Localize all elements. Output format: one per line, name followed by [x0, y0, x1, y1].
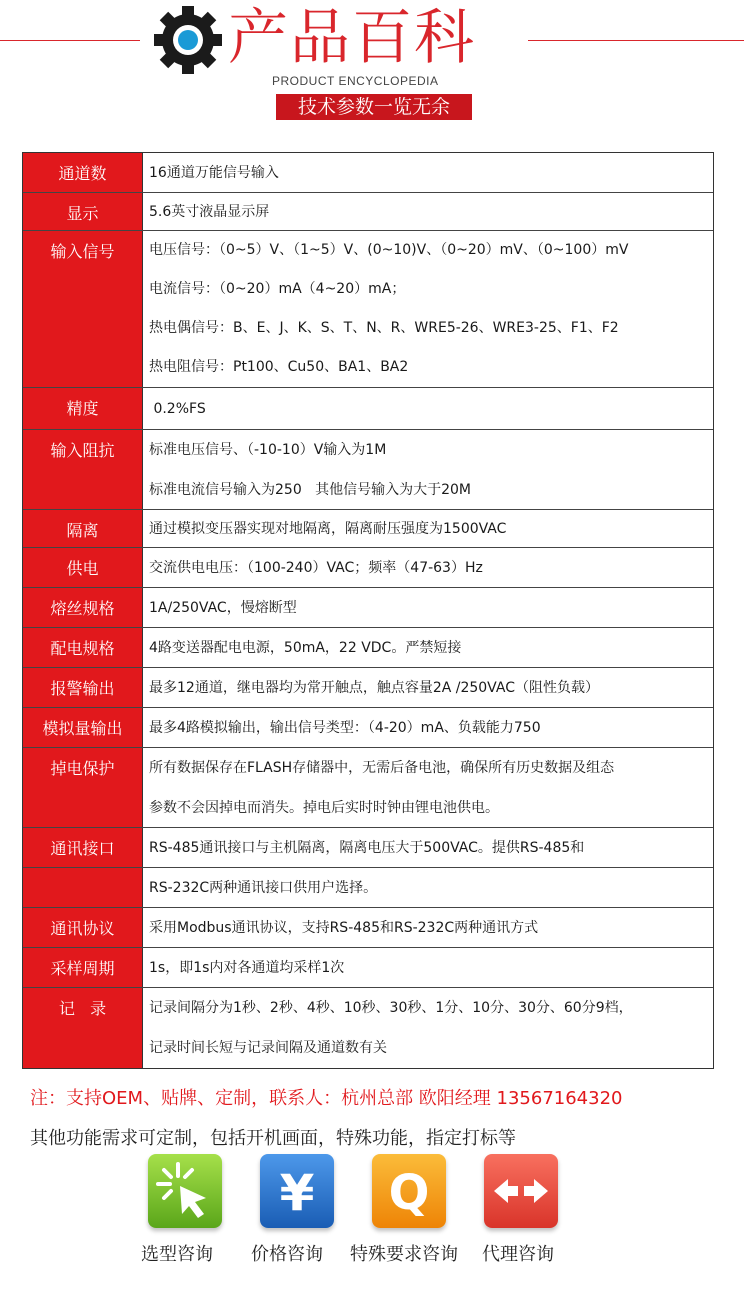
- spec-value: [143, 510, 713, 547]
- double-arrow-icon: [484, 1154, 558, 1228]
- svg-text:¥: ¥: [279, 1164, 315, 1222]
- spec-value: [143, 231, 713, 387]
- spec-label: 采样周期: [23, 948, 143, 987]
- spec-label: 输入信号: [23, 231, 143, 387]
- yen-icon: [260, 1154, 334, 1228]
- spec-value-line: 热电偶信号：B、E、J、K、S、T、N、R、WRE5-26、WRE3-25、F1、F2: [149, 320, 619, 336]
- spec-row: [23, 668, 713, 708]
- spec-value-line: 最多4路模拟输出，输出信号类型：（4-20）mA、负载能力750: [149, 720, 541, 736]
- spec-row: [23, 510, 713, 548]
- spec-label: 掉电保护: [23, 748, 143, 827]
- spec-value-line: 标准电压信号、（-10-10）V输入为1M: [149, 442, 387, 458]
- price-consult-button[interactable]: [260, 1154, 334, 1228]
- spec-label: 通道数: [23, 153, 143, 192]
- selection-consult-label[interactable]: 选型咨询: [141, 1244, 213, 1265]
- spec-row: [23, 908, 713, 948]
- spec-value: [143, 988, 713, 1068]
- page-subtitle: PRODUCT ENCYCLOPEDIA: [272, 74, 439, 88]
- spec-value-line: 参数不会因掉电而消失。掉电后实时时钟由锂电池供电。: [149, 800, 499, 816]
- spec-value-line: 5.6英寸液晶显示屏: [149, 204, 270, 220]
- spec-value: [143, 430, 713, 509]
- spec-label: 通讯协议: [23, 908, 143, 947]
- spec-row: [23, 548, 713, 588]
- spec-label: 记 录: [23, 988, 143, 1068]
- spec-value-line: 1A/250VAC，慢熔断型: [149, 600, 297, 616]
- spec-value-line: 交流供电电压：（100-240）VAC；频率（47-63）Hz: [149, 560, 483, 576]
- spec-label: 隔离: [23, 510, 143, 547]
- special-request-button[interactable]: [372, 1154, 446, 1228]
- spec-value-line: 0.2%FS: [149, 401, 206, 417]
- spec-row: [23, 588, 713, 628]
- spec-value-line: 记录时间长短与记录间隔及通道数有关: [149, 1040, 387, 1056]
- spec-row: [23, 988, 713, 1068]
- spec-value-line: 标准电流信号输入为250 其他信号输入为大于20M: [149, 482, 471, 498]
- header-rule-right: [528, 40, 744, 41]
- spec-table: [22, 152, 714, 1069]
- spec-label: 供电: [23, 548, 143, 587]
- oem-contact-note: 注：支持OEM、贴牌、定制，联系人：杭州总部 欧阳经理 13567164320: [30, 1088, 623, 1109]
- spec-value-line: 采用Modbus通讯协议，支持RS-485和RS-232C两种通讯方式: [149, 920, 539, 936]
- spec-value-line: 1s，即1s内对各通道均采样1次: [149, 960, 345, 976]
- spec-value-line: 4路变送器配电电源，50mA，22 VDC。严禁短接: [149, 640, 462, 656]
- spec-label: 模拟量输出: [23, 708, 143, 747]
- cursor-click-icon: [148, 1154, 222, 1228]
- spec-row: [23, 948, 713, 988]
- spec-value: [143, 548, 713, 587]
- spec-value-line: 通过模拟变压器实现对地隔离，隔离耐压强度为1500VAC: [149, 521, 507, 537]
- spec-value-line: RS-485通讯接口与主机隔离，隔离电压大于500VAC。提供RS-485和: [149, 840, 585, 856]
- spec-label: 输入阻抗: [23, 430, 143, 509]
- spec-value: [143, 828, 713, 867]
- spec-label: 熔丝规格: [23, 588, 143, 627]
- svg-text:Q: Q: [388, 1165, 430, 1221]
- spec-value-line: 电压信号：（0~5）V、（1~5）V、(0~10)V、（0~20）mV、（0~100）mV: [149, 242, 629, 258]
- header-rule-left: [0, 40, 140, 41]
- spec-value-line: 记录间隔分为1秒、2秒、4秒、10秒、30秒、1分、10分、30分、60分9档，: [149, 1000, 633, 1016]
- spec-row: [23, 628, 713, 668]
- spec-value: [143, 748, 713, 827]
- q-icon: [372, 1154, 446, 1228]
- price-consult-label[interactable]: 价格咨询: [251, 1244, 323, 1265]
- agency-consult-button[interactable]: [484, 1154, 558, 1228]
- spec-value: [143, 388, 713, 429]
- spec-label: 配电规格: [23, 628, 143, 667]
- spec-row: [23, 708, 713, 748]
- spec-value: [143, 868, 713, 907]
- spec-row: [23, 193, 713, 231]
- agency-consult-label[interactable]: 代理咨询: [482, 1244, 554, 1265]
- spec-row: [23, 153, 713, 193]
- spec-row: [23, 868, 713, 908]
- spec-label: [23, 868, 143, 907]
- spec-label: 通讯接口: [23, 828, 143, 867]
- spec-value: [143, 588, 713, 627]
- gear-icon: [152, 4, 224, 76]
- spec-value: [143, 153, 713, 192]
- spec-label: 报警输出: [23, 668, 143, 707]
- spec-label: 精度: [23, 388, 143, 429]
- selection-consult-button[interactable]: [148, 1154, 222, 1228]
- tagline-banner: 技术参数一览无余: [276, 94, 472, 120]
- spec-value-line: 最多12通道，继电器均为常开触点，触点容量2A /250VAC（阻性负载）: [149, 680, 599, 696]
- spec-value: [143, 628, 713, 667]
- spec-row: [23, 231, 713, 388]
- spec-value: [143, 908, 713, 947]
- spec-row: [23, 748, 713, 828]
- page-title: 产品百科: [228, 3, 476, 73]
- spec-row: [23, 828, 713, 868]
- spec-label: 显示: [23, 193, 143, 230]
- spec-value: [143, 948, 713, 987]
- spec-value-line: 电流信号：（0~20）mA（4~20）mA；: [149, 281, 406, 297]
- spec-value-line: RS-232C两种通讯接口供用户选择。: [149, 880, 378, 896]
- spec-value-line: 所有数据保存在FLASH存储器中，无需后备电池，确保所有历史数据及组态: [149, 760, 615, 776]
- customization-note: 其他功能需求可定制，包括开机画面，特殊功能，指定打标等: [30, 1128, 516, 1149]
- spec-value-line: 热电阻信号：Pt100、Cu50、BA1、BA2: [149, 359, 409, 375]
- spec-value: [143, 193, 713, 230]
- spec-value: [143, 708, 713, 747]
- spec-row: [23, 430, 713, 510]
- spec-value-line: 16通道万能信号输入: [149, 165, 279, 181]
- special-request-label[interactable]: 特殊要求咨询: [350, 1244, 458, 1265]
- spec-value: [143, 668, 713, 707]
- spec-row: [23, 388, 713, 430]
